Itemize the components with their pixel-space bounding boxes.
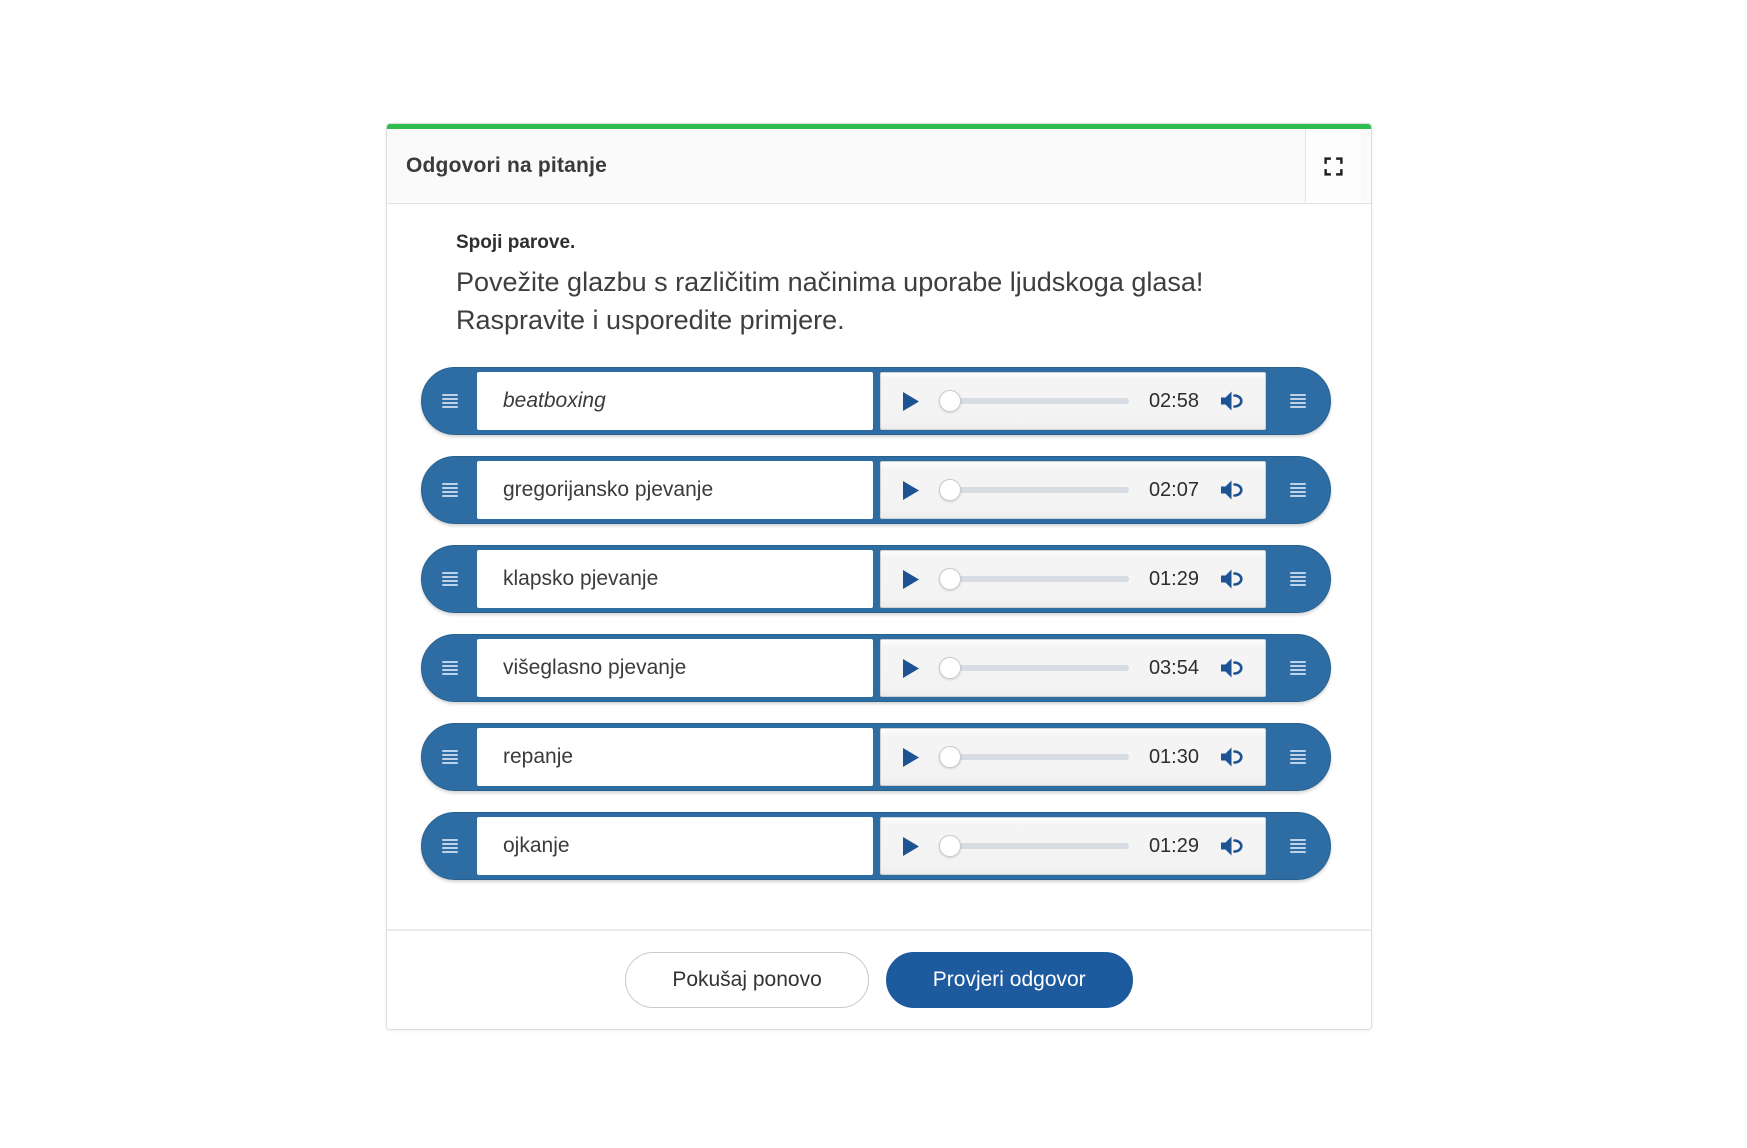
task-subtitle: Spoji parove.	[456, 232, 576, 253]
volume-button[interactable]	[1217, 566, 1245, 592]
drag-handle-icon	[1290, 839, 1306, 853]
match-item-right[interactable]	[880, 635, 1330, 701]
play-button[interactable]	[901, 835, 921, 858]
audio-player	[880, 550, 1266, 608]
slider-knob[interactable]	[939, 746, 961, 768]
drag-handle-icon	[442, 839, 458, 853]
slider-knob[interactable]	[939, 390, 961, 412]
match-item-right[interactable]	[880, 813, 1330, 879]
match-label: beatboxing	[503, 389, 606, 412]
match-item-right[interactable]	[880, 724, 1330, 790]
match-item-left[interactable]	[422, 724, 873, 790]
seek-slider[interactable]	[939, 745, 1131, 769]
play-button[interactable]	[901, 390, 921, 413]
seek-slider[interactable]	[939, 389, 1131, 413]
pair-row	[421, 545, 1331, 613]
volume-button[interactable]	[1217, 477, 1245, 503]
card-header	[387, 129, 1371, 204]
match-label-box	[477, 639, 873, 697]
match-item-left[interactable]	[422, 546, 873, 612]
match-label-box	[477, 461, 873, 519]
match-label: klapsko pjevanje	[503, 567, 659, 590]
volume-button[interactable]	[1217, 833, 1245, 859]
match-item-left[interactable]	[422, 813, 873, 879]
play-icon	[903, 570, 919, 589]
match-label: višeglasno pjevanje	[503, 656, 687, 679]
match-label: gregorijansko pjevanje	[503, 478, 714, 501]
drag-handle[interactable]	[422, 546, 477, 612]
duration-label: 01:29	[1148, 567, 1199, 590]
drag-handle[interactable]	[422, 368, 477, 434]
duration-label: 02:07	[1148, 478, 1199, 501]
match-label-box	[477, 550, 873, 608]
play-button[interactable]	[901, 568, 921, 591]
slider-knob[interactable]	[939, 568, 961, 590]
audio-player	[880, 372, 1266, 430]
pair-row	[421, 367, 1331, 435]
play-button[interactable]	[901, 746, 921, 769]
slider-knob[interactable]	[939, 479, 961, 501]
audio-player	[880, 817, 1266, 875]
drag-handle[interactable]	[1266, 635, 1330, 701]
slider-track	[950, 398, 1129, 404]
check-button[interactable]: Provjeri odgovor	[886, 952, 1133, 1008]
volume-icon	[1219, 657, 1243, 679]
volume-icon	[1219, 568, 1243, 590]
drag-handle[interactable]	[422, 635, 477, 701]
play-button[interactable]	[901, 479, 921, 502]
task-instruction: Povežite glazbu s različitim načinima uporabe ljudskoga glasa! Raspravite i usporedite primjere.	[456, 267, 1204, 335]
match-item-right[interactable]	[880, 368, 1330, 434]
seek-slider[interactable]	[939, 834, 1131, 858]
drag-handle[interactable]	[1266, 724, 1330, 790]
duration-label: 02:58	[1148, 389, 1199, 412]
slider-track	[950, 754, 1129, 760]
drag-handle[interactable]	[1266, 368, 1330, 434]
drag-handle-icon	[1290, 572, 1306, 586]
audio-player	[880, 639, 1266, 697]
slider-knob[interactable]	[939, 835, 961, 857]
drag-handle-icon	[1290, 394, 1306, 408]
play-icon	[903, 659, 919, 678]
match-label: repanje	[503, 745, 574, 768]
slider-track	[950, 665, 1129, 671]
drag-handle[interactable]	[422, 813, 477, 879]
volume-icon	[1219, 746, 1243, 768]
volume-icon	[1219, 479, 1243, 501]
match-item-right[interactable]	[880, 457, 1330, 523]
match-label-box	[477, 372, 873, 430]
seek-slider[interactable]	[939, 478, 1131, 502]
pair-row	[421, 812, 1331, 880]
drag-handle[interactable]	[1266, 813, 1330, 879]
play-icon	[903, 748, 919, 767]
slider-track	[950, 843, 1129, 849]
volume-icon	[1219, 835, 1243, 857]
fullscreen-button[interactable]	[1305, 129, 1361, 203]
volume-icon	[1219, 390, 1243, 412]
drag-handle-icon	[1290, 661, 1306, 675]
pairs-list	[421, 367, 1331, 880]
drag-handle-icon	[442, 483, 458, 497]
fullscreen-expand-icon	[1323, 156, 1344, 177]
duration-label: 01:30	[1148, 745, 1199, 768]
question-card	[386, 123, 1372, 1030]
play-icon	[903, 392, 919, 411]
play-icon	[903, 837, 919, 856]
slider-track	[950, 576, 1129, 582]
drag-handle-icon	[442, 572, 458, 586]
drag-handle[interactable]	[422, 724, 477, 790]
match-item-left[interactable]	[422, 457, 873, 523]
card-title: Odgovori na pitanje	[406, 154, 607, 177]
drag-handle-icon	[1290, 750, 1306, 764]
volume-button[interactable]	[1217, 388, 1245, 414]
pair-row	[421, 456, 1331, 524]
retry-button[interactable]: Pokušaj ponovo	[625, 952, 868, 1008]
drag-handle-icon	[1290, 483, 1306, 497]
match-item-left[interactable]	[422, 635, 873, 701]
match-item-left[interactable]	[422, 368, 873, 434]
card-body	[387, 204, 1371, 929]
match-item-right[interactable]	[880, 546, 1330, 612]
drag-handle-icon	[442, 750, 458, 764]
volume-button[interactable]	[1217, 744, 1245, 770]
audio-player	[880, 461, 1266, 519]
card-footer	[387, 929, 1371, 1029]
slider-track	[950, 487, 1129, 493]
seek-slider[interactable]	[939, 567, 1131, 591]
match-label-box	[477, 817, 873, 875]
pair-row	[421, 634, 1331, 702]
drag-handle[interactable]	[1266, 457, 1330, 523]
slider-knob[interactable]	[939, 657, 961, 679]
pair-row	[421, 723, 1331, 791]
play-icon	[903, 481, 919, 500]
audio-player	[880, 728, 1266, 786]
duration-label: 01:29	[1148, 834, 1199, 857]
play-button[interactable]	[901, 657, 921, 680]
match-label-box	[477, 728, 873, 786]
seek-slider[interactable]	[939, 656, 1131, 680]
drag-handle-icon	[442, 394, 458, 408]
duration-label: 03:54	[1148, 656, 1199, 679]
volume-button[interactable]	[1217, 655, 1245, 681]
drag-handle-icon	[442, 661, 458, 675]
match-label: ojkanje	[503, 834, 570, 857]
drag-handle[interactable]	[1266, 546, 1330, 612]
drag-handle[interactable]	[422, 457, 477, 523]
